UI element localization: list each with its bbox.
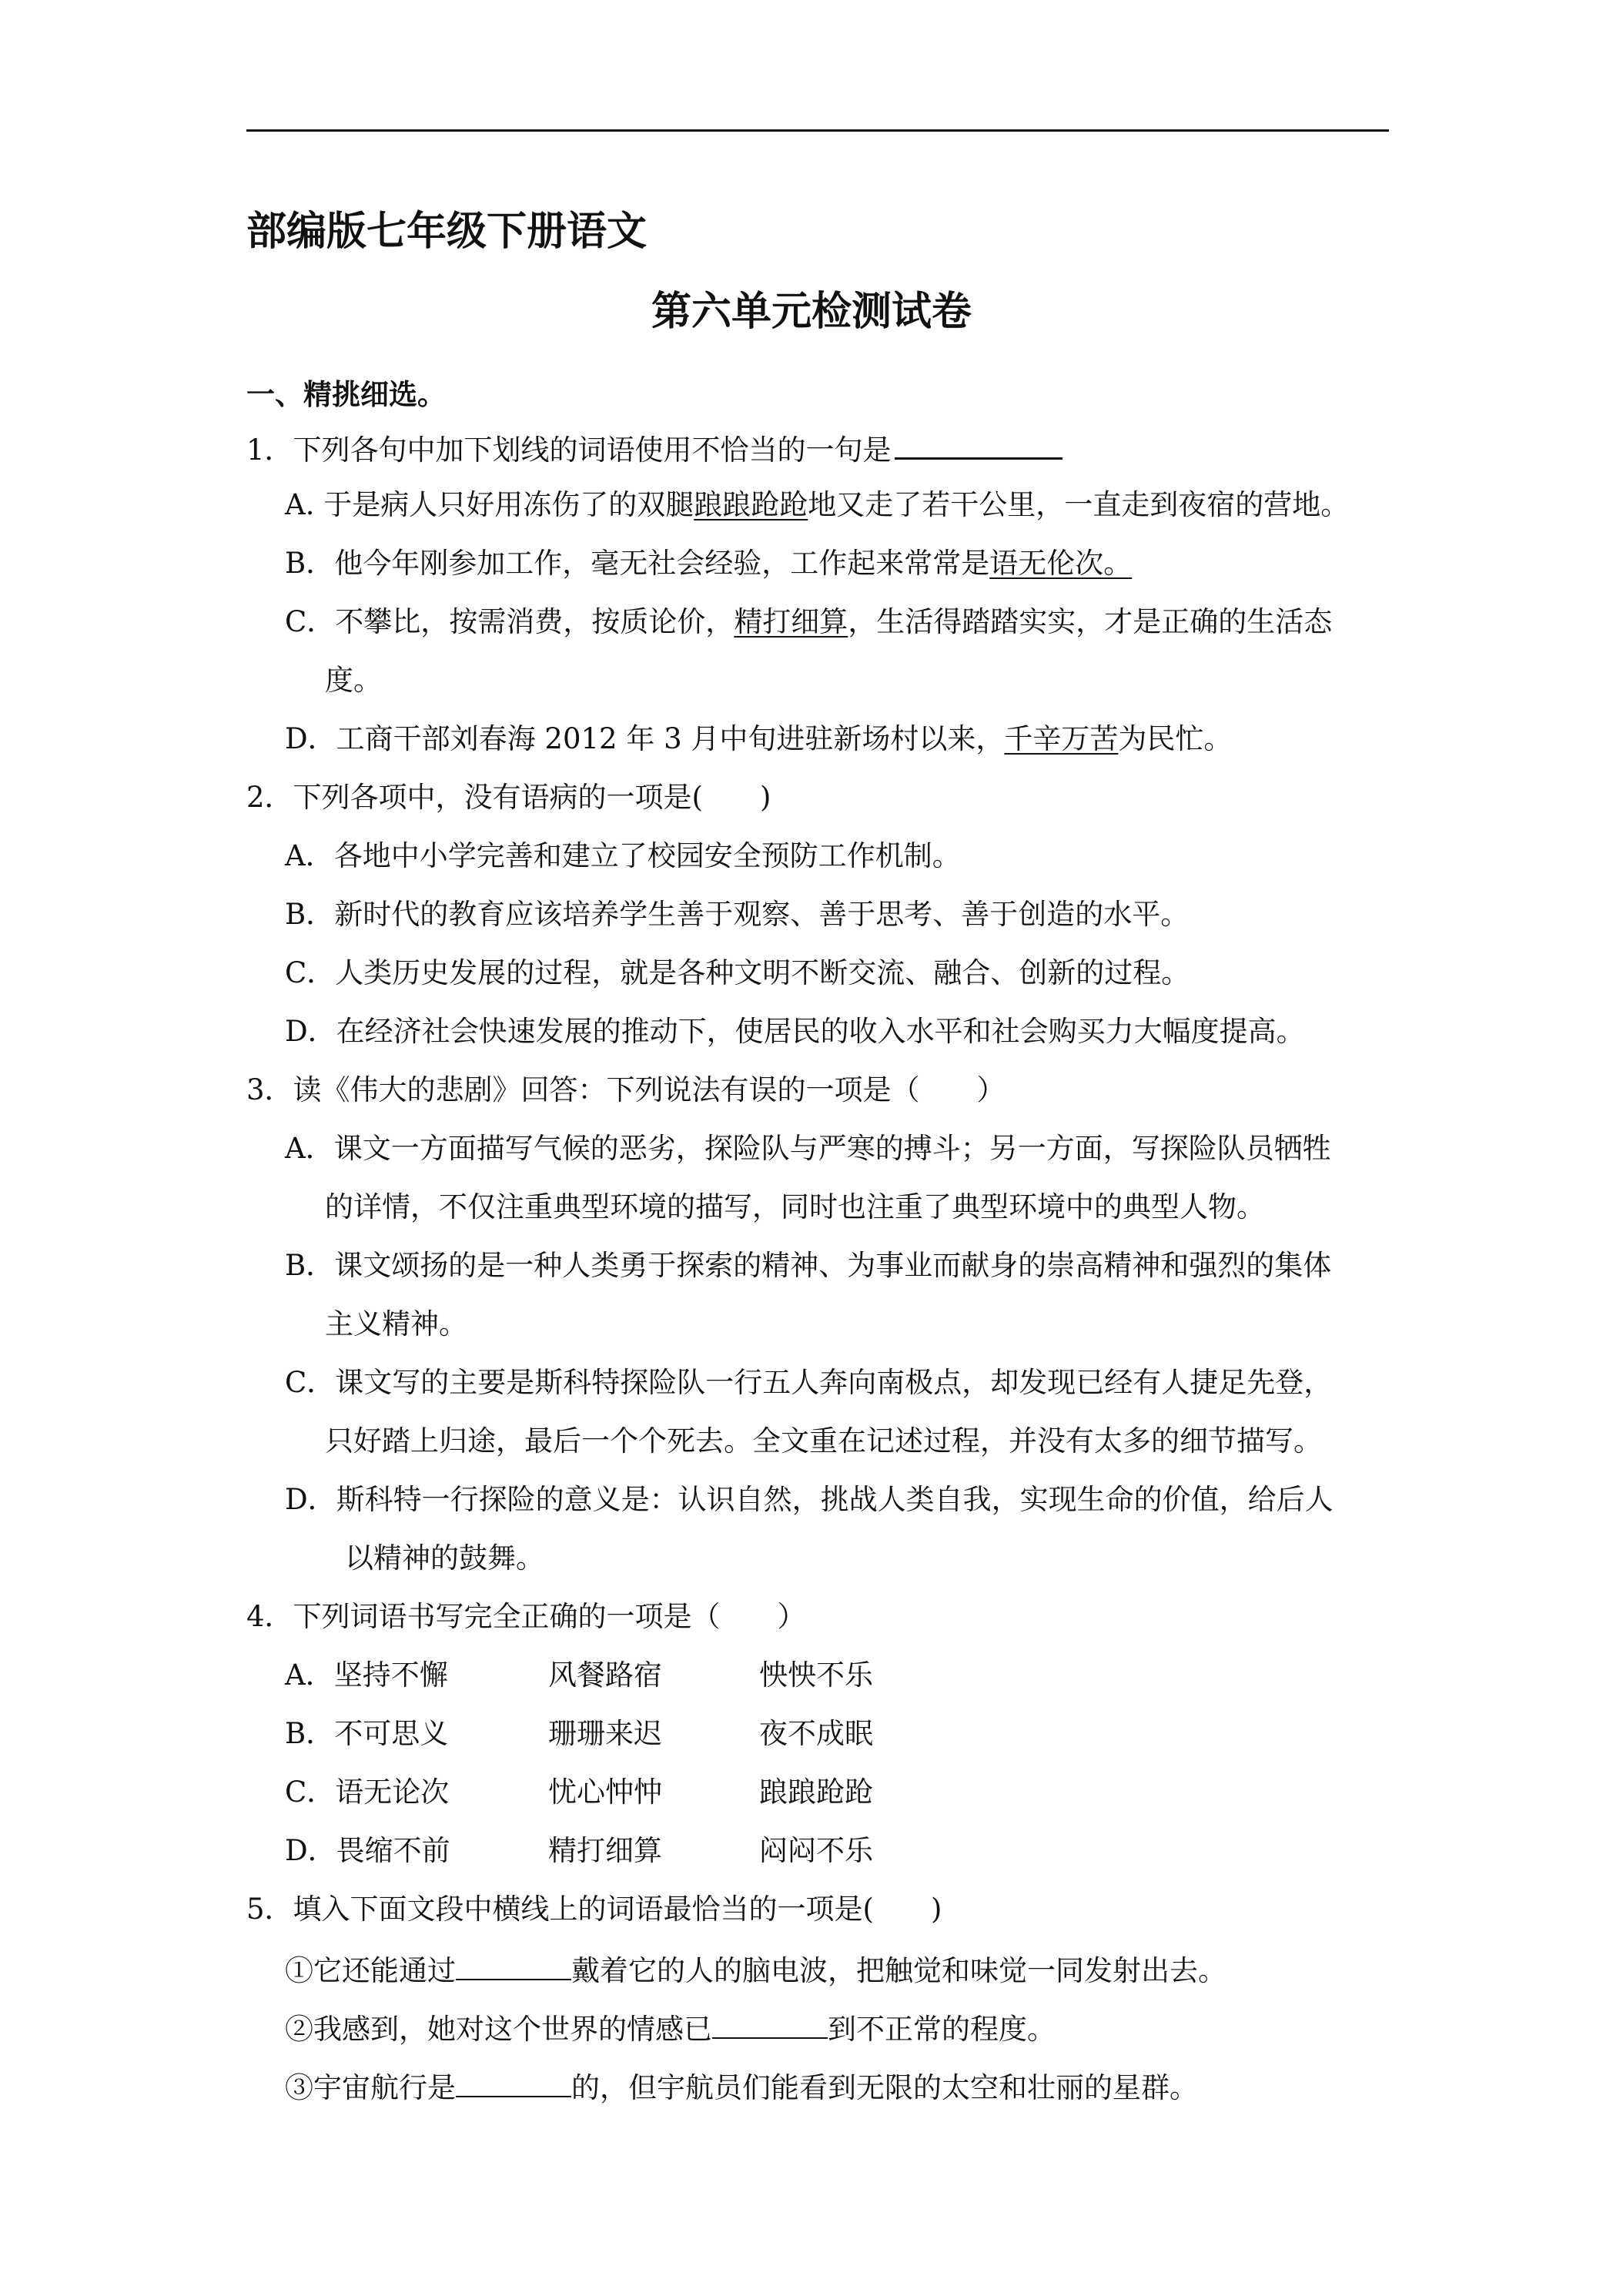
question-3-option-b: B．课文颂扬的是一种人类勇于探索的精神、为事业而献身的崇高精神和强烈的集体	[285, 1249, 1332, 1282]
question-2-option-b: B．新时代的教育应该培养学生善于观察、善于思考、善于创造的水平。	[285, 898, 1190, 931]
word-cell: 夜不成眠	[759, 1717, 873, 1750]
underlined-word: 语无伦次。	[989, 547, 1133, 580]
fill-blank	[456, 1950, 571, 1980]
question-2-option-d: D．在经济社会快速发展的推动下，使居民的收入水平和社会购买力大幅度提高。	[285, 1015, 1305, 1048]
question-2-option-a: A．各地中小学完善和建立了校园安全预防工作机制。	[285, 839, 961, 872]
question-3-option-a: A．课文一方面描写气候的恶劣，探险队与严寒的搏斗；另一方面，写探险队员牺牲	[285, 1132, 1331, 1165]
sentence-text: ①它还能通过	[285, 1954, 456, 1987]
question-1-stem	[246, 428, 1062, 469]
word-cell: 闷闷不乐	[759, 1834, 873, 1867]
sentence-text: ②我感到，她对这个世界的情感已	[285, 2013, 712, 2046]
question-3-option-d-continued: 以精神的鼓舞。	[345, 1541, 544, 1575]
word-cell: 精打细算	[548, 1834, 662, 1867]
fill-blank	[456, 2067, 571, 2097]
fill-blank	[712, 2008, 828, 2039]
question-2-option-c: C．人类历史发展的过程，就是各种文明不断交流、融合、创新的过程。	[285, 956, 1190, 989]
question-1-option-d	[285, 721, 1232, 758]
question-3-stem: 3．读《伟大的悲剧》回答：下列说法有误的一项是（ ）	[246, 1073, 1006, 1106]
answer-blank	[895, 428, 1062, 460]
word-cell: 踉踉跄跄	[759, 1776, 873, 1809]
question-2-stem: 2．下列各项中，没有语病的一项是( )	[246, 781, 771, 814]
option-text: 地又走了若干公里，一直走到夜宿的营地。	[808, 488, 1350, 521]
question-3-option-c-continued: 只好踏上归途，最后一个个死去。全文重在记述过程，并没有太多的细节描写。	[325, 1424, 1322, 1458]
word-cell: A．坚持不懈	[285, 1658, 448, 1692]
document-subtitle: 第六单元检测试卷	[651, 289, 972, 335]
question-5-sentence-1	[285, 1950, 1226, 1990]
question-3-option-a-continued: 的详情，不仅注重典型环境的描写，同时也注重了典型环境中的典型人物。	[325, 1190, 1265, 1223]
question-1-option-b	[285, 545, 1132, 582]
word-cell: 风餐路宿	[548, 1658, 662, 1692]
sentence-text: 到不正常的程度。	[828, 2013, 1056, 2046]
word-cell: C．语无论次	[285, 1776, 450, 1809]
question-1-option-c-continued: 度。	[325, 664, 382, 697]
word-cell: D．畏缩不前	[285, 1834, 450, 1867]
option-text: D．工商干部刘春海 2012 年 3 月中旬进驻新场村以来，	[285, 722, 1005, 755]
underlined-word: 千辛万苦	[1004, 722, 1119, 755]
question-1-option-c	[285, 604, 1332, 641]
word-cell: 怏怏不乐	[759, 1658, 873, 1692]
word-cell: 珊珊来迟	[548, 1717, 662, 1750]
question-5-stem: 5．填入下面文段中横线上的词语最恰当的一项是( )	[246, 1893, 942, 1926]
underlined-word: 精打细算	[734, 605, 848, 638]
document-title: 部编版七年级下册语文	[246, 209, 648, 255]
question-3-option-b-continued: 主义精神。	[325, 1307, 467, 1340]
option-text: B．他今年刚参加工作，毫无社会经验，工作起来常常是	[285, 547, 990, 580]
question-5-sentence-2	[285, 2008, 1056, 2048]
underlined-word: 踉踉跄跄	[694, 488, 808, 521]
sentence-text: 戴着它的人的脑电波，把触觉和味觉一同发射出去。	[571, 1954, 1226, 1987]
question-5-sentence-3	[285, 2067, 1198, 2107]
header-rule	[246, 129, 1389, 132]
option-text: ，生活得踏踏实实，才是正确的生活态	[848, 605, 1333, 638]
option-text: C．不攀比，按需消费，按质论价，	[285, 605, 735, 638]
question-1-option-a	[285, 487, 1349, 524]
question-4-stem: 4．下列词语书写完全正确的一项是（ ）	[246, 1600, 806, 1633]
section-heading: 一、精挑细选。	[246, 378, 446, 411]
sentence-text: 的，但宇航员们能看到无限的太空和壮丽的星群。	[571, 2071, 1198, 2104]
option-text: A. 于是病人只好用冻伤了的双腿	[285, 488, 694, 521]
question-3-option-c: C．课文写的主要是斯科特探险队一行五人奔向南极点，却发现已经有人捷足先登，	[285, 1366, 1333, 1399]
sentence-text: ③宇宙航行是	[285, 2071, 456, 2104]
question-3-option-d: D．斯科特一行探险的意义是：认识自然，挑战人类自我，实现生命的价值，给后人	[285, 1483, 1334, 1516]
option-text: 为民忙。	[1118, 722, 1233, 755]
word-cell: 忧心忡忡	[548, 1776, 662, 1809]
question-1-text: 1．下列各句中加下划线的词语使用不恰当的一句是	[246, 433, 892, 467]
word-cell: B．不可思义	[285, 1717, 449, 1750]
